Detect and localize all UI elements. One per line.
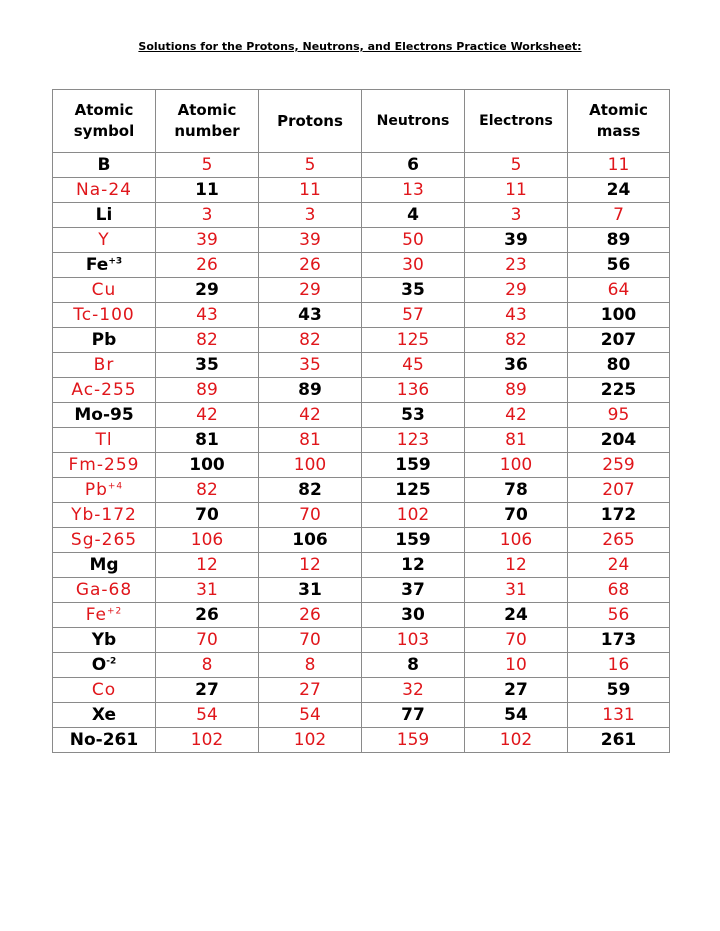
symbol-text: Yb-172 <box>71 505 137 525</box>
cell-atomic-symbol <box>53 403 156 428</box>
cell-atomic-symbol <box>53 353 156 378</box>
cell-electrons: 10 <box>465 653 568 678</box>
table-row <box>53 328 670 353</box>
cell-atomic-number: 82 <box>156 328 259 353</box>
cell-atomic-symbol <box>53 253 156 278</box>
cell-protons: 29 <box>259 278 362 303</box>
table-row <box>53 528 670 553</box>
cell-atomic-number: 39 <box>156 228 259 253</box>
cell-protons: 82 <box>259 328 362 353</box>
cell-atomic-number: 102 <box>156 728 259 753</box>
cell-atomic-symbol <box>53 703 156 728</box>
cell-neutrons: 159 <box>362 528 465 553</box>
cell-neutrons: 159 <box>362 453 465 478</box>
header-atomic-symbol: Atomic symbol <box>53 90 156 153</box>
symbol-text: B <box>97 155 111 175</box>
cell-atomic-symbol <box>53 653 156 678</box>
symbol-text: Ac-255 <box>71 380 137 400</box>
worksheet-table <box>52 89 670 753</box>
cell-neutrons: 136 <box>362 378 465 403</box>
cell-neutrons: 12 <box>362 553 465 578</box>
cell-neutrons: 30 <box>362 253 465 278</box>
symbol-text: Sg-265 <box>70 530 138 550</box>
cell-atomic-symbol <box>53 628 156 653</box>
cell-atomic-number: 8 <box>156 653 259 678</box>
cell-atomic-symbol <box>53 728 156 753</box>
cell-atomic-symbol <box>53 678 156 703</box>
header-electrons: Electrons <box>465 90 568 153</box>
cell-neutrons: 37 <box>362 578 465 603</box>
cell-atomic-symbol <box>53 153 156 178</box>
table-row <box>53 228 670 253</box>
table-row <box>53 603 670 628</box>
cell-electrons: 12 <box>465 553 568 578</box>
cell-electrons: 29 <box>465 278 568 303</box>
symbol-text: Mo-95 <box>74 405 134 425</box>
header-atomic-mass: Atomic mass <box>568 90 670 153</box>
cell-electrons: 24 <box>465 603 568 628</box>
table-row <box>53 553 670 578</box>
cell-electrons: 106 <box>465 528 568 553</box>
cell-neutrons: 35 <box>362 278 465 303</box>
cell-atomic-mass: 24 <box>568 178 670 203</box>
cell-protons: 82 <box>259 478 362 503</box>
cell-atomic-mass: 56 <box>568 253 670 278</box>
cell-electrons: 89 <box>465 378 568 403</box>
cell-protons: 39 <box>259 228 362 253</box>
table-row <box>53 578 670 603</box>
cell-atomic-mass: 56 <box>568 603 670 628</box>
cell-electrons: 81 <box>465 428 568 453</box>
cell-atomic-symbol <box>53 478 156 503</box>
table-row <box>53 153 670 178</box>
cell-neutrons: 125 <box>362 328 465 353</box>
cell-electrons: 31 <box>465 578 568 603</box>
cell-atomic-mass: 207 <box>568 478 670 503</box>
cell-atomic-mass: 59 <box>568 678 670 703</box>
symbol-text: Br <box>93 355 115 375</box>
cell-atomic-number: 35 <box>156 353 259 378</box>
header-atomic-number: Atomic number <box>156 90 259 153</box>
cell-atomic-symbol <box>53 278 156 303</box>
worksheet-title: Solutions for the Protons, Neutrons, and Electrons Practice Worksheet: <box>138 40 582 53</box>
cell-atomic-mass: 173 <box>568 628 670 653</box>
cell-atomic-symbol <box>53 503 156 528</box>
cell-atomic-symbol <box>53 453 156 478</box>
cell-neutrons: 102 <box>362 503 465 528</box>
cell-atomic-symbol <box>53 328 156 353</box>
cell-neutrons: 4 <box>362 203 465 228</box>
symbol-text: Fm-259 <box>68 455 140 475</box>
cell-protons: 26 <box>259 603 362 628</box>
cell-atomic-mass: 131 <box>568 703 670 728</box>
cell-neutrons: 77 <box>362 703 465 728</box>
cell-electrons: 102 <box>465 728 568 753</box>
cell-neutrons: 57 <box>362 303 465 328</box>
table-row <box>53 303 670 328</box>
symbol-text: Mg <box>89 555 119 575</box>
cell-atomic-symbol <box>53 553 156 578</box>
table-row <box>53 278 670 303</box>
cell-atomic-number: 70 <box>156 503 259 528</box>
symbol-text: Tc-100 <box>73 305 135 325</box>
cell-protons: 81 <box>259 428 362 453</box>
cell-electrons: 3 <box>465 203 568 228</box>
cell-electrons: 27 <box>465 678 568 703</box>
cell-atomic-symbol <box>53 178 156 203</box>
cell-atomic-number: 29 <box>156 278 259 303</box>
cell-electrons: 39 <box>465 228 568 253</box>
symbol-text: O <box>91 655 107 675</box>
cell-atomic-symbol <box>53 228 156 253</box>
cell-neutrons: 30 <box>362 603 465 628</box>
cell-protons: 5 <box>259 153 362 178</box>
table-row <box>53 253 670 278</box>
cell-atomic-number: 5 <box>156 153 259 178</box>
cell-atomic-number: 89 <box>156 378 259 403</box>
table-row <box>53 653 670 678</box>
cell-atomic-mass: 64 <box>568 278 670 303</box>
cell-electrons: 70 <box>465 628 568 653</box>
cell-electrons: 5 <box>465 153 568 178</box>
cell-atomic-mass: 68 <box>568 578 670 603</box>
symbol-text: Pb <box>91 330 117 350</box>
ion-charge: +4 <box>107 481 124 492</box>
cell-atomic-number: 42 <box>156 403 259 428</box>
symbol-text: Fe <box>85 255 109 275</box>
table-row <box>53 378 670 403</box>
cell-protons: 8 <box>259 653 362 678</box>
table-row <box>53 678 670 703</box>
symbol-text: Tl <box>95 430 113 450</box>
header-row <box>53 90 670 153</box>
symbol-text: Li <box>95 205 113 225</box>
table-row <box>53 478 670 503</box>
symbol-text: Cu <box>91 280 117 300</box>
cell-protons: 26 <box>259 253 362 278</box>
cell-electrons: 36 <box>465 353 568 378</box>
cell-atomic-mass: 16 <box>568 653 670 678</box>
cell-protons: 3 <box>259 203 362 228</box>
table-row <box>53 453 670 478</box>
cell-protons: 70 <box>259 628 362 653</box>
cell-neutrons: 159 <box>362 728 465 753</box>
cell-protons: 27 <box>259 678 362 703</box>
ion-charge: +3 <box>108 256 123 267</box>
cell-electrons: 78 <box>465 478 568 503</box>
cell-atomic-symbol <box>53 203 156 228</box>
table-row <box>53 728 670 753</box>
cell-electrons: 54 <box>465 703 568 728</box>
table-row <box>53 203 670 228</box>
table-row <box>53 353 670 378</box>
cell-atomic-symbol <box>53 603 156 628</box>
cell-atomic-mass: 11 <box>568 153 670 178</box>
cell-atomic-symbol <box>53 378 156 403</box>
cell-protons: 102 <box>259 728 362 753</box>
cell-atomic-mass: 95 <box>568 403 670 428</box>
table-row <box>53 403 670 428</box>
cell-neutrons: 50 <box>362 228 465 253</box>
cell-neutrons: 32 <box>362 678 465 703</box>
symbol-text: Na-24 <box>76 180 132 200</box>
cell-atomic-mass: 207 <box>568 328 670 353</box>
cell-neutrons: 103 <box>362 628 465 653</box>
cell-atomic-number: 11 <box>156 178 259 203</box>
cell-neutrons: 123 <box>362 428 465 453</box>
cell-protons: 43 <box>259 303 362 328</box>
cell-atomic-mass: 259 <box>568 453 670 478</box>
ion-charge: -2 <box>106 656 117 667</box>
cell-protons: 31 <box>259 578 362 603</box>
symbol-text: Xe <box>91 705 117 725</box>
cell-electrons: 43 <box>465 303 568 328</box>
cell-protons: 35 <box>259 353 362 378</box>
cell-protons: 106 <box>259 528 362 553</box>
symbol-text: Pb <box>84 480 108 500</box>
symbol-text: Co <box>91 680 117 700</box>
table-body <box>53 153 670 753</box>
cell-atomic-mass: 204 <box>568 428 670 453</box>
symbol-text: Y <box>98 230 110 250</box>
cell-protons: 54 <box>259 703 362 728</box>
cell-electrons: 82 <box>465 328 568 353</box>
cell-atomic-number: 54 <box>156 703 259 728</box>
cell-protons: 100 <box>259 453 362 478</box>
cell-atomic-number: 82 <box>156 478 259 503</box>
cell-atomic-number: 12 <box>156 553 259 578</box>
cell-atomic-symbol <box>53 578 156 603</box>
cell-atomic-number: 43 <box>156 303 259 328</box>
cell-protons: 89 <box>259 378 362 403</box>
cell-protons: 11 <box>259 178 362 203</box>
cell-protons: 70 <box>259 503 362 528</box>
table-row <box>53 428 670 453</box>
symbol-text: Fe <box>85 605 108 625</box>
symbol-text: Yb <box>91 630 117 650</box>
cell-atomic-number: 31 <box>156 578 259 603</box>
cell-electrons: 11 <box>465 178 568 203</box>
cell-atomic-mass: 80 <box>568 353 670 378</box>
cell-electrons: 23 <box>465 253 568 278</box>
cell-atomic-number: 3 <box>156 203 259 228</box>
cell-atomic-mass: 7 <box>568 203 670 228</box>
cell-atomic-mass: 225 <box>568 378 670 403</box>
cell-atomic-mass: 89 <box>568 228 670 253</box>
cell-atomic-number: 100 <box>156 453 259 478</box>
table-row <box>53 178 670 203</box>
table-row <box>53 503 670 528</box>
cell-atomic-number: 26 <box>156 603 259 628</box>
cell-atomic-mass: 261 <box>568 728 670 753</box>
cell-neutrons: 45 <box>362 353 465 378</box>
cell-electrons: 70 <box>465 503 568 528</box>
cell-atomic-symbol <box>53 303 156 328</box>
symbol-text: No-261 <box>69 730 139 750</box>
cell-atomic-number: 27 <box>156 678 259 703</box>
cell-atomic-mass: 24 <box>568 553 670 578</box>
cell-neutrons: 125 <box>362 478 465 503</box>
cell-neutrons: 6 <box>362 153 465 178</box>
cell-protons: 12 <box>259 553 362 578</box>
cell-atomic-number: 26 <box>156 253 259 278</box>
symbol-text: Ga-68 <box>75 580 133 600</box>
cell-atomic-mass: 100 <box>568 303 670 328</box>
cell-atomic-mass: 265 <box>568 528 670 553</box>
cell-neutrons: 13 <box>362 178 465 203</box>
cell-atomic-number: 81 <box>156 428 259 453</box>
cell-atomic-symbol <box>53 428 156 453</box>
cell-protons: 42 <box>259 403 362 428</box>
cell-electrons: 42 <box>465 403 568 428</box>
cell-neutrons: 53 <box>362 403 465 428</box>
ion-charge: +2 <box>107 606 123 617</box>
table-row <box>53 628 670 653</box>
cell-atomic-symbol <box>53 528 156 553</box>
cell-atomic-number: 106 <box>156 528 259 553</box>
table-row <box>53 703 670 728</box>
header-protons: Protons <box>259 90 362 153</box>
cell-electrons: 100 <box>465 453 568 478</box>
cell-neutrons: 8 <box>362 653 465 678</box>
cell-atomic-mass: 172 <box>568 503 670 528</box>
header-neutrons: Neutrons <box>362 90 465 153</box>
cell-atomic-number: 70 <box>156 628 259 653</box>
